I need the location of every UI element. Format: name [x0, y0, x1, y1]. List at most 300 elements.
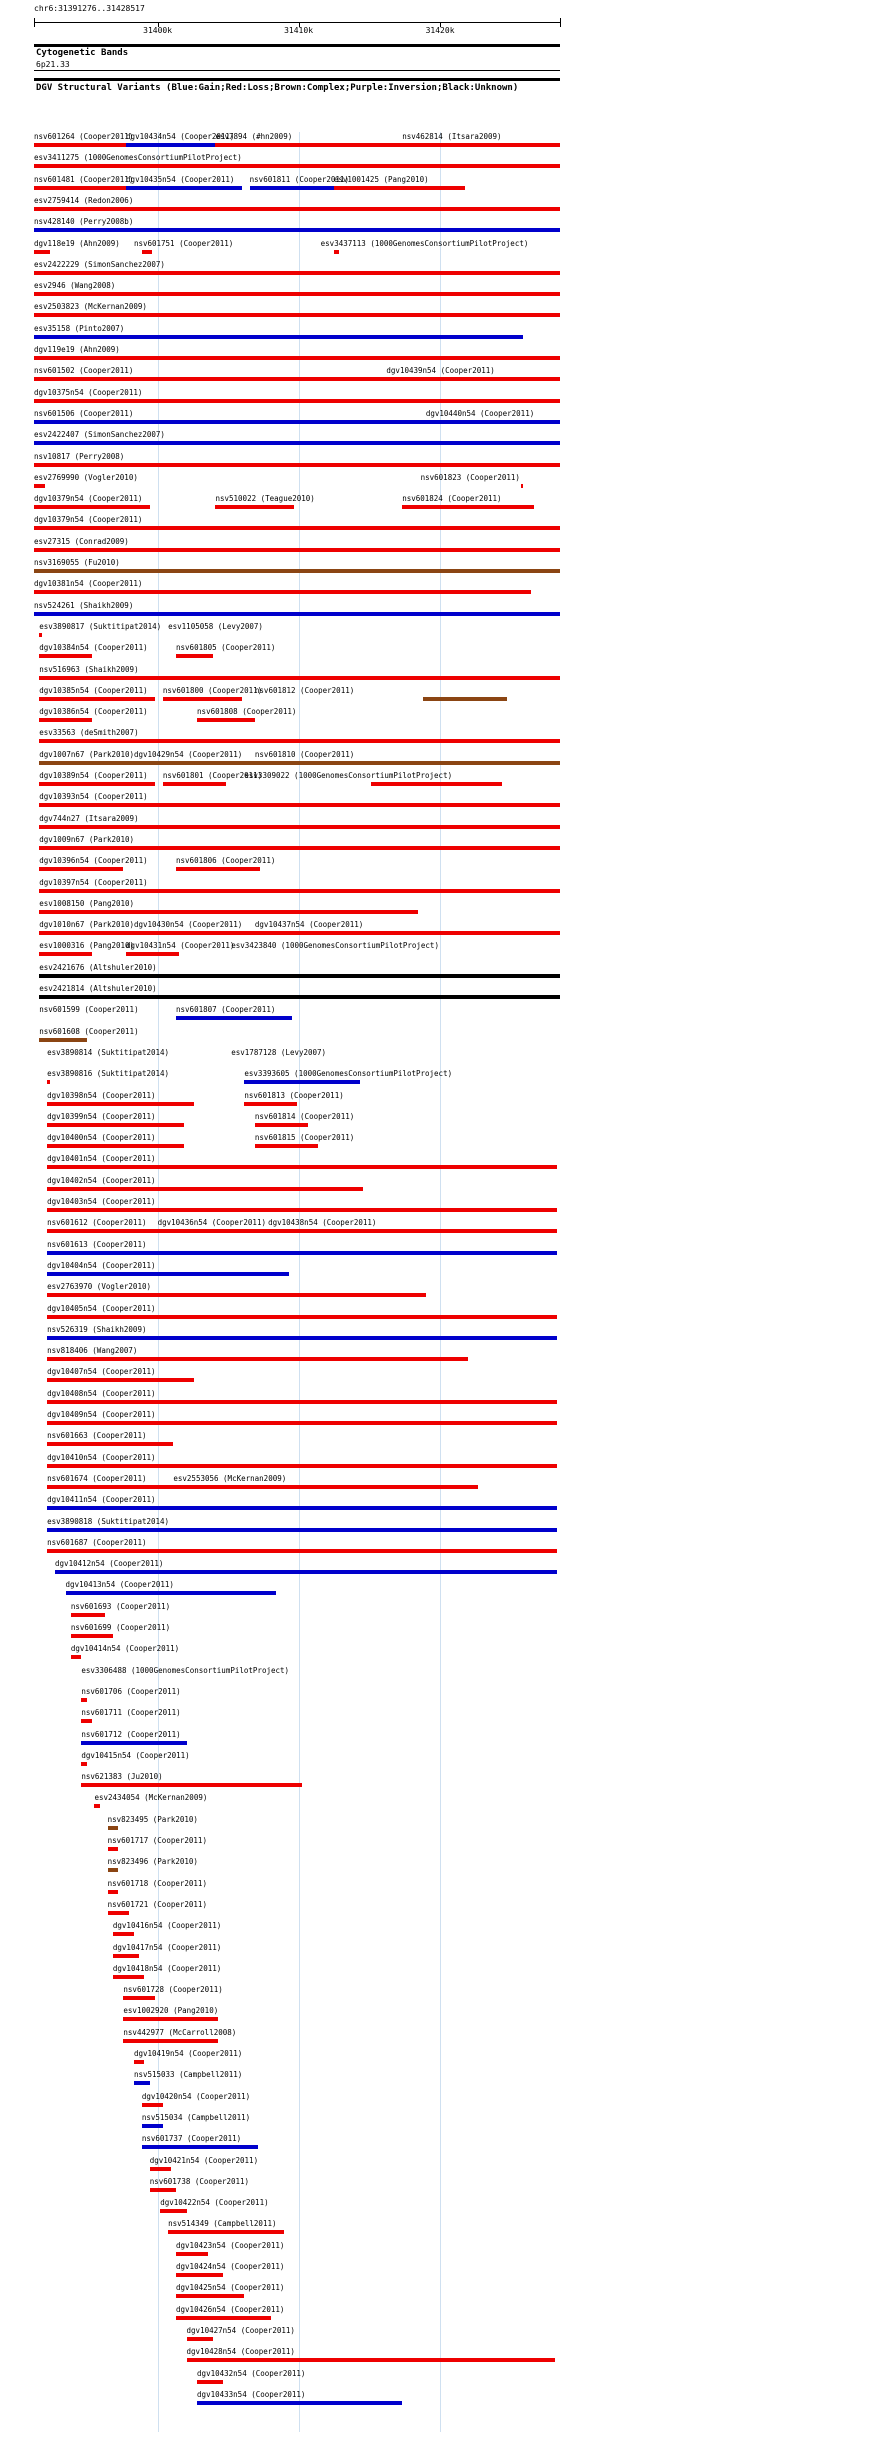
variant-row[interactable] [34, 281, 560, 301]
variant-bar[interactable] [150, 2167, 171, 2171]
variant-row[interactable] [34, 1772, 560, 1792]
variant-row[interactable] [34, 558, 560, 578]
variant-bar[interactable] [34, 505, 150, 509]
variant-bar[interactable] [94, 1804, 99, 1808]
variant-bar[interactable] [34, 441, 560, 445]
variant-label[interactable]: dgv10438n54 (Cooper2011) [268, 1218, 377, 1228]
variant-label[interactable]: dgv10407n54 (Cooper2011) [47, 1367, 156, 1377]
variant-row[interactable] [34, 2092, 560, 2112]
variant-row[interactable] [34, 1282, 560, 1302]
variant-bar[interactable] [142, 2124, 163, 2128]
variant-bar[interactable] [215, 143, 373, 147]
variant-row[interactable] [34, 2156, 560, 2176]
variant-row[interactable] [34, 1048, 560, 1068]
variant-bar[interactable] [47, 1187, 363, 1191]
variant-label[interactable]: nsv601718 (Cooper2011) [107, 1878, 207, 1888]
variant-bar[interactable] [34, 207, 560, 211]
variant-label[interactable]: nsv601813 (Cooper2011) [244, 1090, 344, 1100]
variant-row[interactable] [34, 1730, 560, 1750]
variant-bar[interactable] [39, 676, 560, 680]
variant-label[interactable]: nsv601808 (Cooper2011) [197, 707, 297, 717]
variant-row[interactable] [34, 217, 560, 237]
variant-row[interactable] [34, 132, 560, 152]
variant-label[interactable]: nsv601674 (Cooper2011) [47, 1473, 147, 1483]
variant-row[interactable] [34, 260, 560, 280]
variant-bar[interactable] [150, 2188, 176, 2192]
variant-label[interactable]: esv2553056 (McKernan2009) [173, 1473, 287, 1483]
variant-label[interactable]: esv3437113 (1000GenomesConsortiumPilotProject) [320, 238, 529, 248]
variant-row[interactable] [34, 941, 560, 961]
variant-row[interactable] [34, 984, 560, 1004]
variant-label[interactable]: dgv10381n54 (Cooper2011) [34, 579, 143, 589]
variant-row[interactable] [34, 963, 560, 983]
variant-bar[interactable] [108, 1826, 119, 1830]
variant-row[interactable] [34, 345, 560, 365]
variant-bar[interactable] [39, 761, 560, 765]
variant-row[interactable] [34, 750, 560, 770]
variant-bar[interactable] [39, 846, 560, 850]
variant-label[interactable]: esv2763970 (Vogler2010) [47, 1282, 151, 1292]
variant-label[interactable]: nsv601823 (Cooper2011) [420, 472, 520, 482]
variant-row[interactable] [34, 2369, 560, 2389]
variant-row[interactable] [34, 1304, 560, 1324]
variant-label[interactable]: dgv10401n54 (Cooper2011) [47, 1154, 156, 1164]
variant-bar[interactable] [142, 2145, 258, 2149]
variant-label[interactable]: esv3890818 (Suktitipat2014) [47, 1516, 170, 1526]
variant-row[interactable] [34, 1857, 560, 1877]
variant-bar[interactable] [39, 952, 92, 956]
variant-bar[interactable] [81, 1783, 302, 1787]
variant-label[interactable]: dgv744n27 (Itsara2009) [39, 813, 139, 823]
variant-row[interactable] [34, 1005, 560, 1025]
variant-bar[interactable] [47, 1549, 557, 1553]
variant-row[interactable] [34, 792, 560, 812]
variant-label[interactable]: dgv10414n54 (Cooper2011) [70, 1644, 180, 1654]
variant-bar[interactable] [34, 590, 531, 594]
variant-row[interactable] [34, 835, 560, 855]
variant-bar[interactable] [47, 1400, 557, 1404]
variant-bar[interactable] [39, 995, 560, 999]
variant-bar[interactable] [34, 271, 560, 275]
variant-row[interactable] [34, 2070, 560, 2090]
variant-row[interactable] [34, 2390, 560, 2410]
variant-label[interactable]: nsv601751 (Cooper2011) [133, 238, 234, 248]
variant-bar[interactable] [423, 697, 507, 701]
variant-label[interactable]: esv1002920 (Pang2010) [123, 2006, 219, 2016]
variant-label[interactable]: nsv601711 (Cooper2011) [81, 1708, 181, 1718]
variant-row[interactable] [34, 1879, 560, 1899]
variant-row[interactable] [34, 2198, 560, 2218]
variant-bar[interactable] [187, 2337, 213, 2341]
variant-bar[interactable] [108, 1868, 119, 1872]
variant-bar[interactable] [34, 356, 560, 360]
variant-row[interactable] [34, 814, 560, 834]
variant-row[interactable] [34, 1261, 560, 1281]
variant-bar[interactable] [47, 1421, 557, 1425]
variant-row[interactable] [34, 1495, 560, 1515]
variant-row[interactable] [34, 2241, 560, 2261]
variant-label[interactable]: esv3423840 (1000GenomesConsortiumPilotProject) [231, 941, 439, 951]
variant-row[interactable] [34, 409, 560, 429]
variant-label[interactable]: nsv442977 (McCarroll2008) [123, 2027, 237, 2037]
variant-bar[interactable] [39, 739, 560, 743]
variant-bar[interactable] [176, 2316, 271, 2320]
variant-label[interactable]: nsv601815 (Cooper2011) [254, 1133, 355, 1143]
variant-row[interactable] [34, 1453, 560, 1473]
variant-bar[interactable] [126, 952, 179, 956]
variant-bar[interactable] [176, 2273, 223, 2277]
variant-label[interactable]: nsv601687 (Cooper2011) [47, 1537, 147, 1547]
variant-bar[interactable] [163, 782, 226, 786]
variant-label[interactable]: nsv601699 (Cooper2011) [70, 1623, 171, 1632]
variant-bar[interactable] [160, 2209, 186, 2213]
variant-bar[interactable] [255, 1144, 318, 1148]
variant-label[interactable]: nsv601738 (Cooper2011) [149, 2176, 250, 2186]
variant-bar[interactable] [71, 1655, 82, 1659]
variant-row[interactable] [34, 1623, 560, 1643]
variant-label[interactable]: dgv10424n54 (Cooper2011) [176, 2262, 285, 2271]
variant-row[interactable] [34, 1176, 560, 1196]
variant-bar[interactable] [47, 1165, 557, 1169]
variant-row[interactable] [34, 1389, 560, 1409]
variant-label[interactable]: dgv10430n54 (Cooper2011) [133, 920, 243, 930]
variant-label[interactable]: esv2422407 (SimonSanchez2007) [34, 430, 165, 440]
variant-label[interactable]: dgv119e19 (Ahn2009) [34, 345, 120, 354]
variant-label[interactable]: dgv10437n54 (Cooper2011) [254, 920, 364, 930]
variant-row[interactable] [34, 2006, 560, 2026]
variant-bar[interactable] [187, 2358, 555, 2362]
variant-label[interactable]: dgv10419n54 (Cooper2011) [133, 2049, 243, 2058]
variant-row[interactable] [34, 1091, 560, 1111]
variant-row[interactable] [34, 1218, 560, 1238]
variant-row[interactable] [34, 1921, 560, 1941]
variant-bar[interactable] [34, 250, 50, 254]
variant-row[interactable] [34, 2113, 560, 2133]
variant-label[interactable]: dgv10399n54 (Cooper2011) [47, 1111, 156, 1121]
variant-bar[interactable] [126, 186, 242, 190]
variant-bar[interactable] [34, 548, 560, 552]
variant-label[interactable]: nsv515033 (Campbell2011) [133, 2070, 243, 2080]
variant-bar[interactable] [34, 526, 560, 530]
variant-bar[interactable] [197, 718, 255, 722]
variant-bar[interactable] [176, 2294, 244, 2298]
variant-row[interactable] [34, 2177, 560, 2197]
variant-label[interactable]: nsv601721 (Cooper2011) [107, 1899, 207, 1909]
variant-bar[interactable] [39, 974, 560, 978]
variant-label[interactable]: esv2503823 (McKernan2009) [34, 302, 147, 312]
variant-label[interactable]: nsv516963 (Shaikh2009) [39, 664, 139, 674]
variant-bar[interactable] [47, 1378, 194, 1382]
variant-label[interactable]: nsv601481 (Cooper2011) [34, 174, 134, 184]
variant-label[interactable]: nsv462814 (Itsara2009) [402, 132, 502, 141]
variant-label[interactable]: esv33563 (deSmith2007) [39, 728, 139, 738]
variant-bar[interactable] [39, 931, 560, 935]
variant-label[interactable]: nsv601800 (Cooper2011) [162, 685, 263, 695]
variant-label[interactable]: esv2421676 (Altshuler2010) [39, 962, 157, 972]
variant-bar[interactable] [71, 1613, 105, 1617]
variant-label[interactable]: nsv601613 (Cooper2011) [47, 1239, 147, 1249]
variant-bar[interactable] [81, 1762, 86, 1766]
variant-row[interactable] [34, 1431, 560, 1451]
variant-row[interactable] [34, 1815, 560, 1835]
variant-label[interactable]: dgv10433n54 (Cooper2011) [197, 2389, 306, 2399]
variant-label[interactable]: nsv601728 (Cooper2011) [123, 1985, 223, 1995]
variant-label[interactable]: nsv601502 (Cooper2011) [34, 366, 134, 376]
variant-bar[interactable] [142, 250, 153, 254]
variant-row[interactable] [34, 2305, 560, 2325]
variant-bar[interactable] [197, 2380, 223, 2384]
variant-row[interactable] [34, 1943, 560, 1963]
variant-bar[interactable] [521, 484, 524, 488]
variant-bar[interactable] [123, 1996, 155, 2000]
variant-label[interactable]: dgv118e19 (Ahn2009) [34, 238, 120, 248]
variant-row[interactable] [34, 1112, 560, 1132]
variant-label[interactable]: dgv10396n54 (Cooper2011) [39, 856, 148, 866]
variant-label[interactable]: dgv10398n54 (Cooper2011) [47, 1090, 156, 1100]
variant-row[interactable] [34, 1687, 560, 1707]
variant-label[interactable]: dgv10420n54 (Cooper2011) [141, 2091, 251, 2101]
variant-bar[interactable] [47, 1528, 557, 1532]
variant-label[interactable]: dgv10431n54 (Cooper2011) [126, 941, 235, 951]
variant-bar[interactable] [39, 654, 92, 658]
variant-label[interactable]: nsv3169055 (Fu2010) [34, 558, 120, 567]
variant-bar[interactable] [168, 2230, 284, 2234]
variant-row[interactable] [34, 2049, 560, 2069]
variant-label[interactable]: esv2434054 (McKernan2009) [94, 1793, 208, 1803]
variant-bar[interactable] [81, 1698, 86, 1702]
variant-row[interactable] [34, 1644, 560, 1664]
variant-label[interactable]: esv3890817 (Suktitipat2014) [39, 621, 162, 631]
variant-label[interactable]: dgv1007n67 (Park2010) [39, 749, 135, 759]
variant-label[interactable]: nsv601824 (Cooper2011) [402, 494, 502, 504]
variant-label[interactable]: nsv601806 (Cooper2011) [176, 856, 276, 866]
variant-label[interactable]: dgv10412n54 (Cooper2011) [55, 1559, 164, 1569]
variant-label[interactable]: dgv10411n54 (Cooper2011) [47, 1495, 156, 1505]
variant-label[interactable]: esv3306488 (1000GenomesConsortiumPilotProject) [81, 1665, 290, 1675]
variant-bar[interactable] [334, 250, 339, 254]
variant-label[interactable]: dgv10417n54 (Cooper2011) [112, 1942, 222, 1952]
variant-label[interactable]: esv3890814 (Suktitipat2014) [47, 1047, 170, 1057]
variant-row[interactable] [34, 473, 560, 493]
variant-row[interactable] [34, 2326, 560, 2346]
variant-label[interactable]: dgv10428n54 (Cooper2011) [186, 2347, 295, 2357]
variant-row[interactable] [34, 388, 560, 408]
variant-label[interactable]: nsv601801 (Cooper2011) [162, 771, 263, 780]
variant-label[interactable]: nsv515034 (Campbell2011) [141, 2112, 251, 2122]
variant-label[interactable]: esv2422229 (SimonSanchez2007) [34, 259, 165, 269]
variant-label[interactable]: esv2946 (Wang2008) [34, 281, 116, 291]
variant-bar[interactable] [113, 1975, 145, 1979]
variant-bar[interactable] [47, 1315, 557, 1319]
variant-bar[interactable] [197, 2401, 402, 2405]
variant-bar[interactable] [34, 335, 523, 339]
variant-label[interactable]: dgv10404n54 (Cooper2011) [47, 1260, 156, 1270]
variant-row[interactable] [34, 920, 560, 940]
variant-bar[interactable] [123, 2017, 218, 2021]
variant-row[interactable] [34, 601, 560, 621]
variant-label[interactable]: dgv10385n54 (Cooper2011) [39, 685, 148, 695]
variant-bar[interactable] [108, 1847, 119, 1851]
variant-label[interactable]: esv2759414 (Redon2006) [34, 195, 134, 205]
variant-label[interactable]: nsv601717 (Cooper2011) [107, 1836, 207, 1845]
variant-label[interactable]: nsv601811 (Cooper2011) [249, 174, 349, 184]
variant-label[interactable]: dgv10416n54 (Cooper2011) [112, 1921, 222, 1931]
variant-row[interactable] [34, 665, 560, 685]
variant-bar[interactable] [34, 292, 560, 296]
variant-label[interactable]: nsv601264 (Cooper2011) [34, 132, 134, 141]
variant-row[interactable] [34, 537, 560, 557]
variant-bar[interactable] [255, 1123, 308, 1127]
variant-bar[interactable] [402, 505, 534, 509]
variant-bar[interactable] [39, 633, 42, 637]
variant-row[interactable] [34, 515, 560, 535]
variant-bar[interactable] [39, 697, 155, 701]
variant-bar[interactable] [176, 867, 260, 871]
variant-label[interactable]: nsv524261 (Shaikh2009) [34, 600, 134, 610]
variant-bar[interactable] [47, 1336, 557, 1340]
variant-row[interactable] [34, 1751, 560, 1771]
variant-label[interactable]: dgv10379n54 (Cooper2011) [34, 494, 143, 504]
variant-label[interactable]: dgv10393n54 (Cooper2011) [39, 792, 148, 802]
variant-bar[interactable] [47, 1080, 50, 1084]
variant-label[interactable]: dgv10375n54 (Cooper2011) [34, 387, 143, 397]
variant-row[interactable] [34, 2283, 560, 2303]
variant-row[interactable] [34, 2347, 560, 2367]
variant-row[interactable] [34, 1325, 560, 1345]
variant-row[interactable] [34, 494, 560, 514]
variant-label[interactable]: nsv514349 (Campbell2011) [168, 2219, 277, 2229]
variant-label[interactable]: esv2769990 (Vogler2010) [34, 472, 138, 482]
variant-bar[interactable] [39, 867, 123, 871]
variant-bar[interactable] [47, 1272, 289, 1276]
variant-bar[interactable] [47, 1442, 173, 1446]
variant-label[interactable]: dgv10403n54 (Cooper2011) [47, 1197, 156, 1206]
variant-row[interactable] [34, 643, 560, 663]
variant-label[interactable]: dgv10386n54 (Cooper2011) [39, 707, 148, 717]
variant-label[interactable]: dgv10429n54 (Cooper2011) [133, 749, 243, 759]
variant-row[interactable] [34, 1900, 560, 1920]
variant-label[interactable]: nsv601608 (Cooper2011) [39, 1026, 139, 1036]
variant-label[interactable]: dgv10439n54 (Cooper2011) [386, 366, 495, 376]
variant-label[interactable]: dgv10408n54 (Cooper2011) [47, 1388, 156, 1398]
variant-bar[interactable] [142, 2103, 163, 2107]
variant-label[interactable]: nsv601693 (Cooper2011) [70, 1601, 171, 1611]
variant-label[interactable]: nsv10817 (Perry2008) [34, 451, 125, 461]
variant-label[interactable]: dgv10405n54 (Cooper2011) [47, 1303, 156, 1313]
variant-label[interactable]: esv35158 (Pinto2007) [34, 323, 125, 333]
variant-label[interactable]: nsv823495 (Park2010) [107, 1814, 198, 1824]
variant-label[interactable]: dgv1010n67 (Park2010) [39, 920, 135, 930]
variant-label[interactable]: dgv10418n54 (Cooper2011) [112, 1963, 222, 1973]
variant-label[interactable]: dgv10397n54 (Cooper2011) [39, 877, 148, 887]
variant-bar[interactable] [39, 782, 155, 786]
variant-label[interactable]: dgv10379n54 (Cooper2011) [34, 515, 143, 525]
variant-row[interactable] [34, 1133, 560, 1153]
variant-label[interactable]: dgv10436n54 (Cooper2011) [157, 1218, 266, 1228]
variant-row[interactable] [34, 1346, 560, 1366]
variant-label[interactable]: esv3411275 (1000GenomesConsortiumPilotProject) [34, 153, 242, 163]
variant-label[interactable]: dgv10425n54 (Cooper2011) [176, 2283, 285, 2293]
variant-bar[interactable] [113, 1954, 139, 1958]
variant-label[interactable]: nsv601812 (Cooper2011) [254, 685, 355, 695]
variant-bar[interactable] [39, 718, 92, 722]
variant-label[interactable]: nsv526319 (Shaikh2009) [47, 1324, 147, 1334]
variant-label[interactable]: dgv10421n54 (Cooper2011) [149, 2155, 259, 2165]
variant-row[interactable] [34, 1069, 560, 1089]
variant-bar[interactable] [34, 377, 560, 381]
variant-label[interactable]: nsv510022 (Teague2010) [215, 494, 315, 504]
variant-bar[interactable] [244, 1080, 360, 1084]
variant-bar[interactable] [47, 1251, 557, 1255]
variant-label[interactable]: esv3309022 (1000GenomesConsortiumPilotProject) [244, 771, 453, 780]
variant-bar[interactable] [81, 1719, 92, 1723]
variant-row[interactable] [34, 2262, 560, 2282]
variant-label[interactable]: dgv10426n54 (Cooper2011) [176, 2304, 285, 2314]
variant-row[interactable] [34, 366, 560, 386]
variant-bar[interactable] [334, 186, 466, 190]
variant-label[interactable]: dgv10423n54 (Cooper2011) [176, 2240, 285, 2250]
variant-row[interactable] [34, 1517, 560, 1537]
variant-row[interactable] [34, 430, 560, 450]
variant-bar[interactable] [34, 484, 45, 488]
variant-label[interactable]: nsv601506 (Cooper2011) [34, 408, 134, 418]
variant-bar[interactable] [47, 1208, 557, 1212]
variant-row[interactable] [34, 1666, 560, 1686]
variant-bar[interactable] [113, 1932, 134, 1936]
variant-label[interactable]: esv1787128 (Levy2007) [231, 1047, 327, 1057]
variant-label[interactable]: dgv10422n54 (Cooper2011) [160, 2198, 269, 2208]
variant-row[interactable] [34, 1367, 560, 1387]
variant-row[interactable] [34, 1538, 560, 1558]
variant-label[interactable]: nsv601599 (Cooper2011) [39, 1005, 139, 1015]
variant-bar[interactable] [39, 889, 560, 893]
variant-label[interactable]: nsv601814 (Cooper2011) [254, 1111, 355, 1121]
variant-bar[interactable] [47, 1123, 184, 1127]
variant-bar[interactable] [176, 654, 213, 658]
variant-label[interactable]: esv3890816 (Suktitipat2014) [47, 1069, 170, 1079]
variant-bar[interactable] [47, 1229, 557, 1233]
variant-label[interactable]: esv2421814 (Altshuler2010) [39, 984, 157, 993]
variant-row[interactable] [34, 2134, 560, 2154]
variant-bar[interactable] [123, 2039, 218, 2043]
variant-label[interactable]: dgv10440n54 (Cooper2011) [425, 408, 535, 418]
variant-label[interactable]: dgv10384n54 (Cooper2011) [39, 643, 148, 653]
variant-row[interactable] [34, 1197, 560, 1217]
variant-bar[interactable] [215, 505, 294, 509]
variant-row[interactable] [34, 899, 560, 919]
variant-bar[interactable] [47, 1485, 478, 1489]
variant-bar[interactable] [39, 1038, 86, 1042]
variant-label[interactable]: nsv818406 (Wang2007) [47, 1346, 138, 1356]
variant-bar[interactable] [134, 2060, 145, 2064]
variant-bar[interactable] [47, 1144, 184, 1148]
variant-bar[interactable] [34, 164, 560, 168]
variant-bar[interactable] [47, 1102, 194, 1106]
variant-row[interactable] [34, 1559, 560, 1579]
variant-bar[interactable] [34, 228, 560, 232]
variant-label[interactable]: esv7894 (#hn2009) [215, 132, 293, 141]
variant-bar[interactable] [134, 2081, 150, 2085]
variant-row[interactable] [34, 1154, 560, 1174]
variant-label[interactable]: dgv10432n54 (Cooper2011) [197, 2368, 306, 2378]
variant-label[interactable]: dgv10427n54 (Cooper2011) [186, 2325, 295, 2335]
variant-label[interactable]: esv1001425 (Pang2010) [333, 174, 429, 184]
variant-row[interactable] [34, 622, 560, 642]
variant-bar[interactable] [34, 399, 560, 403]
variant-label[interactable]: dgv10410n54 (Cooper2011) [47, 1452, 156, 1462]
variant-row[interactable] [34, 1708, 560, 1728]
variant-label[interactable]: dgv10435n54 (Cooper2011) [126, 174, 235, 184]
